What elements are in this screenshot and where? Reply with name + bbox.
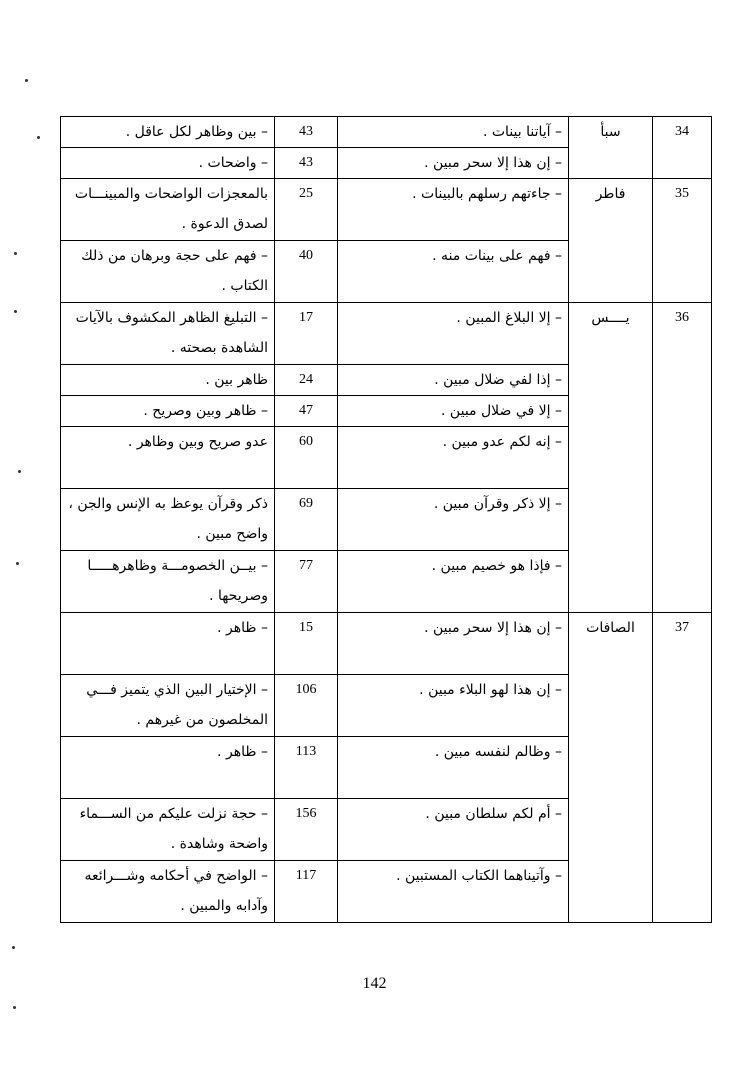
explanation-text: – واضحات .	[61, 148, 275, 179]
explanation-text: – ظاهر .	[61, 737, 275, 799]
sura-number: 36	[653, 303, 712, 613]
scan-speck	[16, 562, 19, 565]
scan-speck	[18, 470, 21, 473]
explanation-text: – ظاهر وبين وصريح .	[61, 396, 275, 427]
verse-text: – إذا لفي ضلال مبين .	[338, 365, 569, 396]
sura-number: 37	[653, 613, 712, 923]
explanation-text: – بين وظاهر لكل عاقل .	[61, 117, 275, 148]
page-number: 142	[362, 975, 387, 992]
explanation-text: – فهم على حجة وبرهان من ذلك الكتاب .	[61, 241, 275, 303]
verse-text: – إلا ذكر وقرآن مبين .	[338, 489, 569, 551]
verse-text: – أم لكم سلطان مبين .	[338, 799, 569, 861]
sura-name: الصافات	[569, 613, 653, 923]
verse-number: 69	[275, 489, 338, 551]
verse-text: – إن هذا إلا سحر مبين .	[338, 613, 569, 675]
explanation-text: ظاهر بين .	[61, 365, 275, 396]
verse-text: – إن هذا لهو البلاء مبين .	[338, 675, 569, 737]
verse-number: 60	[275, 427, 338, 489]
explanation-text: – حجة نزلت عليكم من الســـماء واضحة وشاهدة .	[61, 799, 275, 861]
verse-table	[60, 116, 712, 923]
verse-text: – إلا البلاغ المبين .	[338, 303, 569, 365]
verse-text: – فإذا هو خصيم مبين .	[338, 551, 569, 613]
verse-number: 43	[275, 148, 338, 179]
verse-text: – إن هذا إلا سحر مبين .	[338, 148, 569, 179]
sura-name: فاطر	[569, 179, 653, 303]
scan-speck	[12, 946, 15, 949]
verse-number: 43	[275, 117, 338, 148]
verse-number: 47	[275, 396, 338, 427]
verse-text: – وآتيناهما الكتاب المستبين .	[338, 861, 569, 923]
verse-number: 17	[275, 303, 338, 365]
explanation-text: – الإختيار البين الذي يتميز فـــي المخلصون من غيرهم .	[61, 675, 275, 737]
verse-text: – آياتنا بينات .	[338, 117, 569, 148]
scan-speck	[13, 1006, 16, 1009]
explanation-text: بالمعجزات الواضحات والمبينـــات لصدق الدعوة .	[61, 179, 275, 241]
verse-number: 77	[275, 551, 338, 613]
scan-speck	[25, 79, 28, 82]
sura-name: يــــس	[569, 303, 653, 613]
explanation-text: – الواضح في أحكامه وشـــرائعه وآدابه والمبين .	[61, 861, 275, 923]
sura-number: 35	[653, 179, 712, 303]
verse-number: 106	[275, 675, 338, 737]
verse-text: – إلا في ضلال مبين .	[338, 396, 569, 427]
scan-speck	[37, 136, 40, 139]
scan-speck	[14, 310, 17, 313]
verse-text: – فهم على بينات منه .	[338, 241, 569, 303]
verse-number: 25	[275, 179, 338, 241]
verse-number: 117	[275, 861, 338, 923]
scan-speck	[14, 252, 17, 255]
verse-text: – إنه لكم عدو مبين .	[338, 427, 569, 489]
explanation-text: عدو صريح وبين وظاهر .	[61, 427, 275, 489]
table-row	[61, 303, 712, 365]
verse-number: 40	[275, 241, 338, 303]
sura-number: 34	[653, 117, 712, 179]
explanation-text: – التبليغ الظاهر المكشوف بالآيات الشاهدة بصحته .	[61, 303, 275, 365]
table-row	[61, 179, 712, 241]
verse-number: 113	[275, 737, 338, 799]
verse-text: – وظالم لنفسه مبين .	[338, 737, 569, 799]
verse-number: 24	[275, 365, 338, 396]
verse-text: – جاءتهم رسلهم بالبينات .	[338, 179, 569, 241]
explanation-text: – ظاهر .	[61, 613, 275, 675]
sura-name: سبأ	[569, 117, 653, 179]
table-row	[61, 117, 712, 148]
explanation-text: ذكر وقرآن يوعظ به الإنس والجن ، واضح مبين .	[61, 489, 275, 551]
verse-number: 15	[275, 613, 338, 675]
verse-number: 156	[275, 799, 338, 861]
table-row	[61, 613, 712, 675]
explanation-text: – بيــن الخصومـــة وظاهرهـــــا وصريحها .	[61, 551, 275, 613]
